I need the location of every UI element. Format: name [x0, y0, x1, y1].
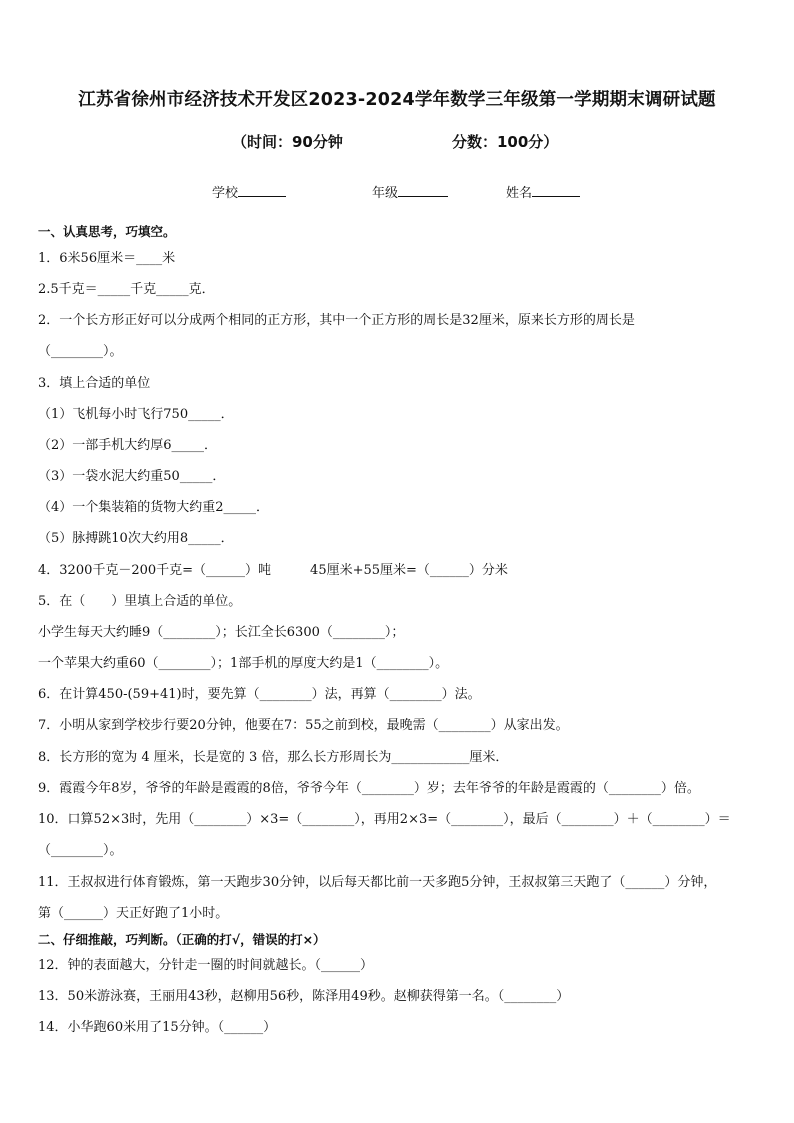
question-14: 14．小华跑60米用了15分钟。（______）: [38, 1020, 277, 1035]
question-11a: 11．王叔叔进行体育锻炼，第一天跑步30分钟，以后每天都比前一天多跑5分钟，王叔叔第三天跑了（______）分钟，: [38, 875, 717, 890]
question-5b: 一个苹果大约重60（________）；1部手机的厚度大约是1（________）。: [38, 656, 449, 671]
question-3-5: （5）脉搏跳10次大约用8_____．: [38, 531, 234, 546]
question-1b: 2.5千克＝_____千克_____克．: [38, 282, 215, 297]
question-2a: 2．一个长方形正好可以分成两个相同的正方形，其中一个正方形的周长是32厘米，原来长方形的周长是: [38, 313, 635, 328]
question-6: 6．在计算450-(59+41)时，要先算（________）法，再算（________）法。: [38, 687, 481, 702]
section-1-heading: 一、认真思考，巧填空。: [38, 224, 176, 239]
question-11b: 第（______）天正好跑了1小时。: [38, 906, 229, 921]
question-9: 9．霞霞今年8岁，爷爷的年龄是霞霞的8倍，爷爷今年（________）岁；去年爷爷的年龄是霞霞的（________）倍。: [38, 781, 700, 796]
school-blank: [238, 183, 286, 197]
question-4: 4．3200千克－200千克=（______）吨 45厘米+55厘米=（______）分米: [38, 563, 508, 578]
school-field: [212, 182, 286, 201]
name-label: 姓名: [506, 186, 533, 201]
school-label: 学校: [212, 186, 239, 201]
question-3-1: （1）飞机每小时飞行750_____．: [38, 407, 234, 422]
question-10b: （________）。: [38, 843, 123, 858]
question-5a: 小学生每天大约睡9（________）；长江全长6300（________）；: [38, 625, 405, 640]
question-8: 8．长方形的宽为 4 厘米，长是宽的 3 倍，那么长方形周长为____________厘米．: [38, 750, 509, 765]
section-2-heading: 二、仔细推敲，巧判断。（正确的打√，错误的打×）: [38, 932, 326, 947]
question-3: 3．填上合适的单位: [38, 376, 151, 391]
grade-blank: [398, 183, 448, 197]
question-3-4: （4）一个集装箱的货物大约重2_____．: [38, 500, 270, 515]
question-3-2: （2）一部手机大约厚6_____．: [38, 438, 218, 453]
question-3-3: （3）一袋水泥大约重50_____．: [38, 469, 226, 484]
score-label: 分数：100分）: [452, 133, 559, 151]
question-5: 5．在（ ）里填上合适的单位。: [38, 594, 242, 609]
time-label: （时间：90分钟: [232, 133, 343, 151]
exam-title: 江苏省徐州市经济技术开发区2023-2024学年数学三年级第一学期期末调研试题: [78, 90, 716, 110]
question-10a: 10．口算52×3时，先用（________）×3=（________），再用2×3=（________），最后（________）＋（________）＝: [38, 812, 731, 827]
grade-label: 年级: [372, 186, 399, 201]
name-blank: [532, 183, 580, 197]
question-1a: 1．6米56厘米＝____米: [38, 251, 176, 266]
question-7: 7．小明从家到学校步行要20分钟，他要在7：55之前到校，最晚需（________）从家出发。: [38, 718, 569, 733]
question-2b: （________）。: [38, 344, 123, 359]
name-field: [506, 182, 580, 201]
question-12: 12．钟的表面越大，分针走一圈的时间就越长。（______）: [38, 958, 374, 973]
grade-field: [372, 182, 448, 201]
question-13: 13．50米游泳赛，王丽用43秒，赵柳用56秒，陈泽用49秒。赵柳获得第一名。（________）: [38, 989, 570, 1004]
